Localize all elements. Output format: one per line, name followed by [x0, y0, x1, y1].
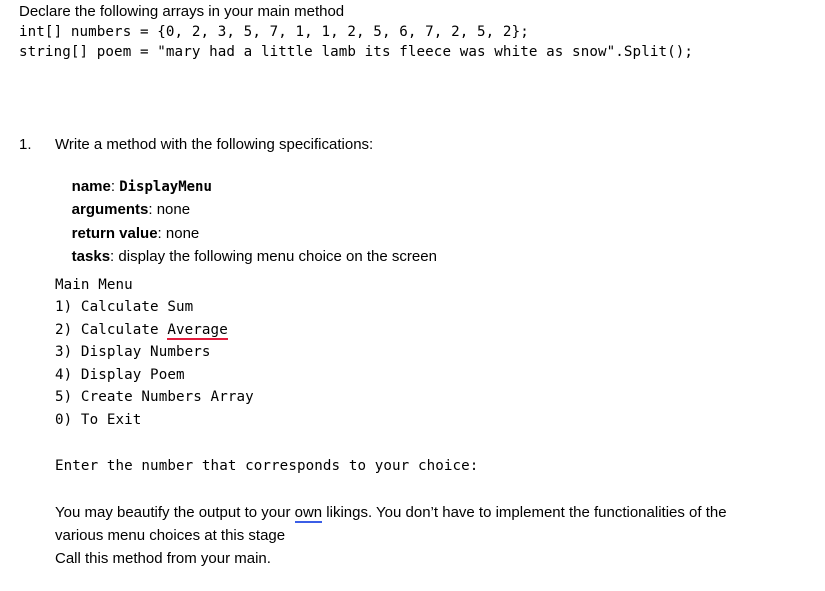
grammar-flagged-word[interactable]: own [294, 504, 323, 521]
menu-item-0: 0) To Exit [55, 412, 142, 428]
spec-tasks-value: display the following menu choice on the screen [118, 248, 437, 265]
spec-tasks-sep: : [110, 248, 119, 265]
list-number: 1. [19, 136, 32, 153]
menu-title: Main Menu [55, 277, 133, 293]
spec-name-sep: : [110, 178, 120, 195]
note-line-1 [55, 504, 727, 522]
spec-name-value: DisplayMenu [119, 179, 212, 195]
code-numbers-array: int[] numbers = {0, 2, 3, 5, 7, 1, 1, 2, 5, 6, 7, 2, 5, 2}; [19, 24, 529, 40]
spec-arguments-value: none [156, 201, 191, 218]
menu-item-2 [55, 321, 228, 339]
spec-return-label: return value [71, 225, 158, 242]
spec-name-label: name [71, 178, 111, 195]
menu-item-3: 3) Display Numbers [55, 344, 211, 360]
menu-item-1: 1) Calculate Sum [55, 299, 194, 315]
note-line-1-before: You may beautify the output to your [55, 504, 295, 521]
menu-item-2-text: 2) Calculate [55, 322, 168, 338]
menu-prompt: Enter the number that corresponds to your choice: [55, 458, 479, 474]
menu-item-5: 5) Create Numbers Array [55, 389, 254, 405]
code-poem-array: string[] poem = "mary had a little lamb its fleece was white as snow".Split(); [19, 44, 694, 60]
spec-arguments-label: arguments [71, 201, 149, 218]
note-line-2: various menu choices at this stage [55, 527, 286, 544]
spec-return-sep: : [157, 225, 166, 242]
spec-return-value-text: none [165, 225, 200, 242]
spec-arguments-sep: : [148, 201, 157, 218]
spec-tasks-label: tasks [71, 248, 111, 265]
menu-item-4: 4) Display Poem [55, 367, 185, 383]
note-line-1-after: likings. You don’t have to implement the functionalities of the [322, 504, 727, 521]
spellcheck-flagged-word[interactable]: Average [167, 322, 228, 338]
task-title: Write a method with the following specifications: [55, 136, 374, 153]
intro-heading: Declare the following arrays in your main method [19, 3, 345, 20]
note-line-3: Call this method from your main. [55, 550, 271, 567]
